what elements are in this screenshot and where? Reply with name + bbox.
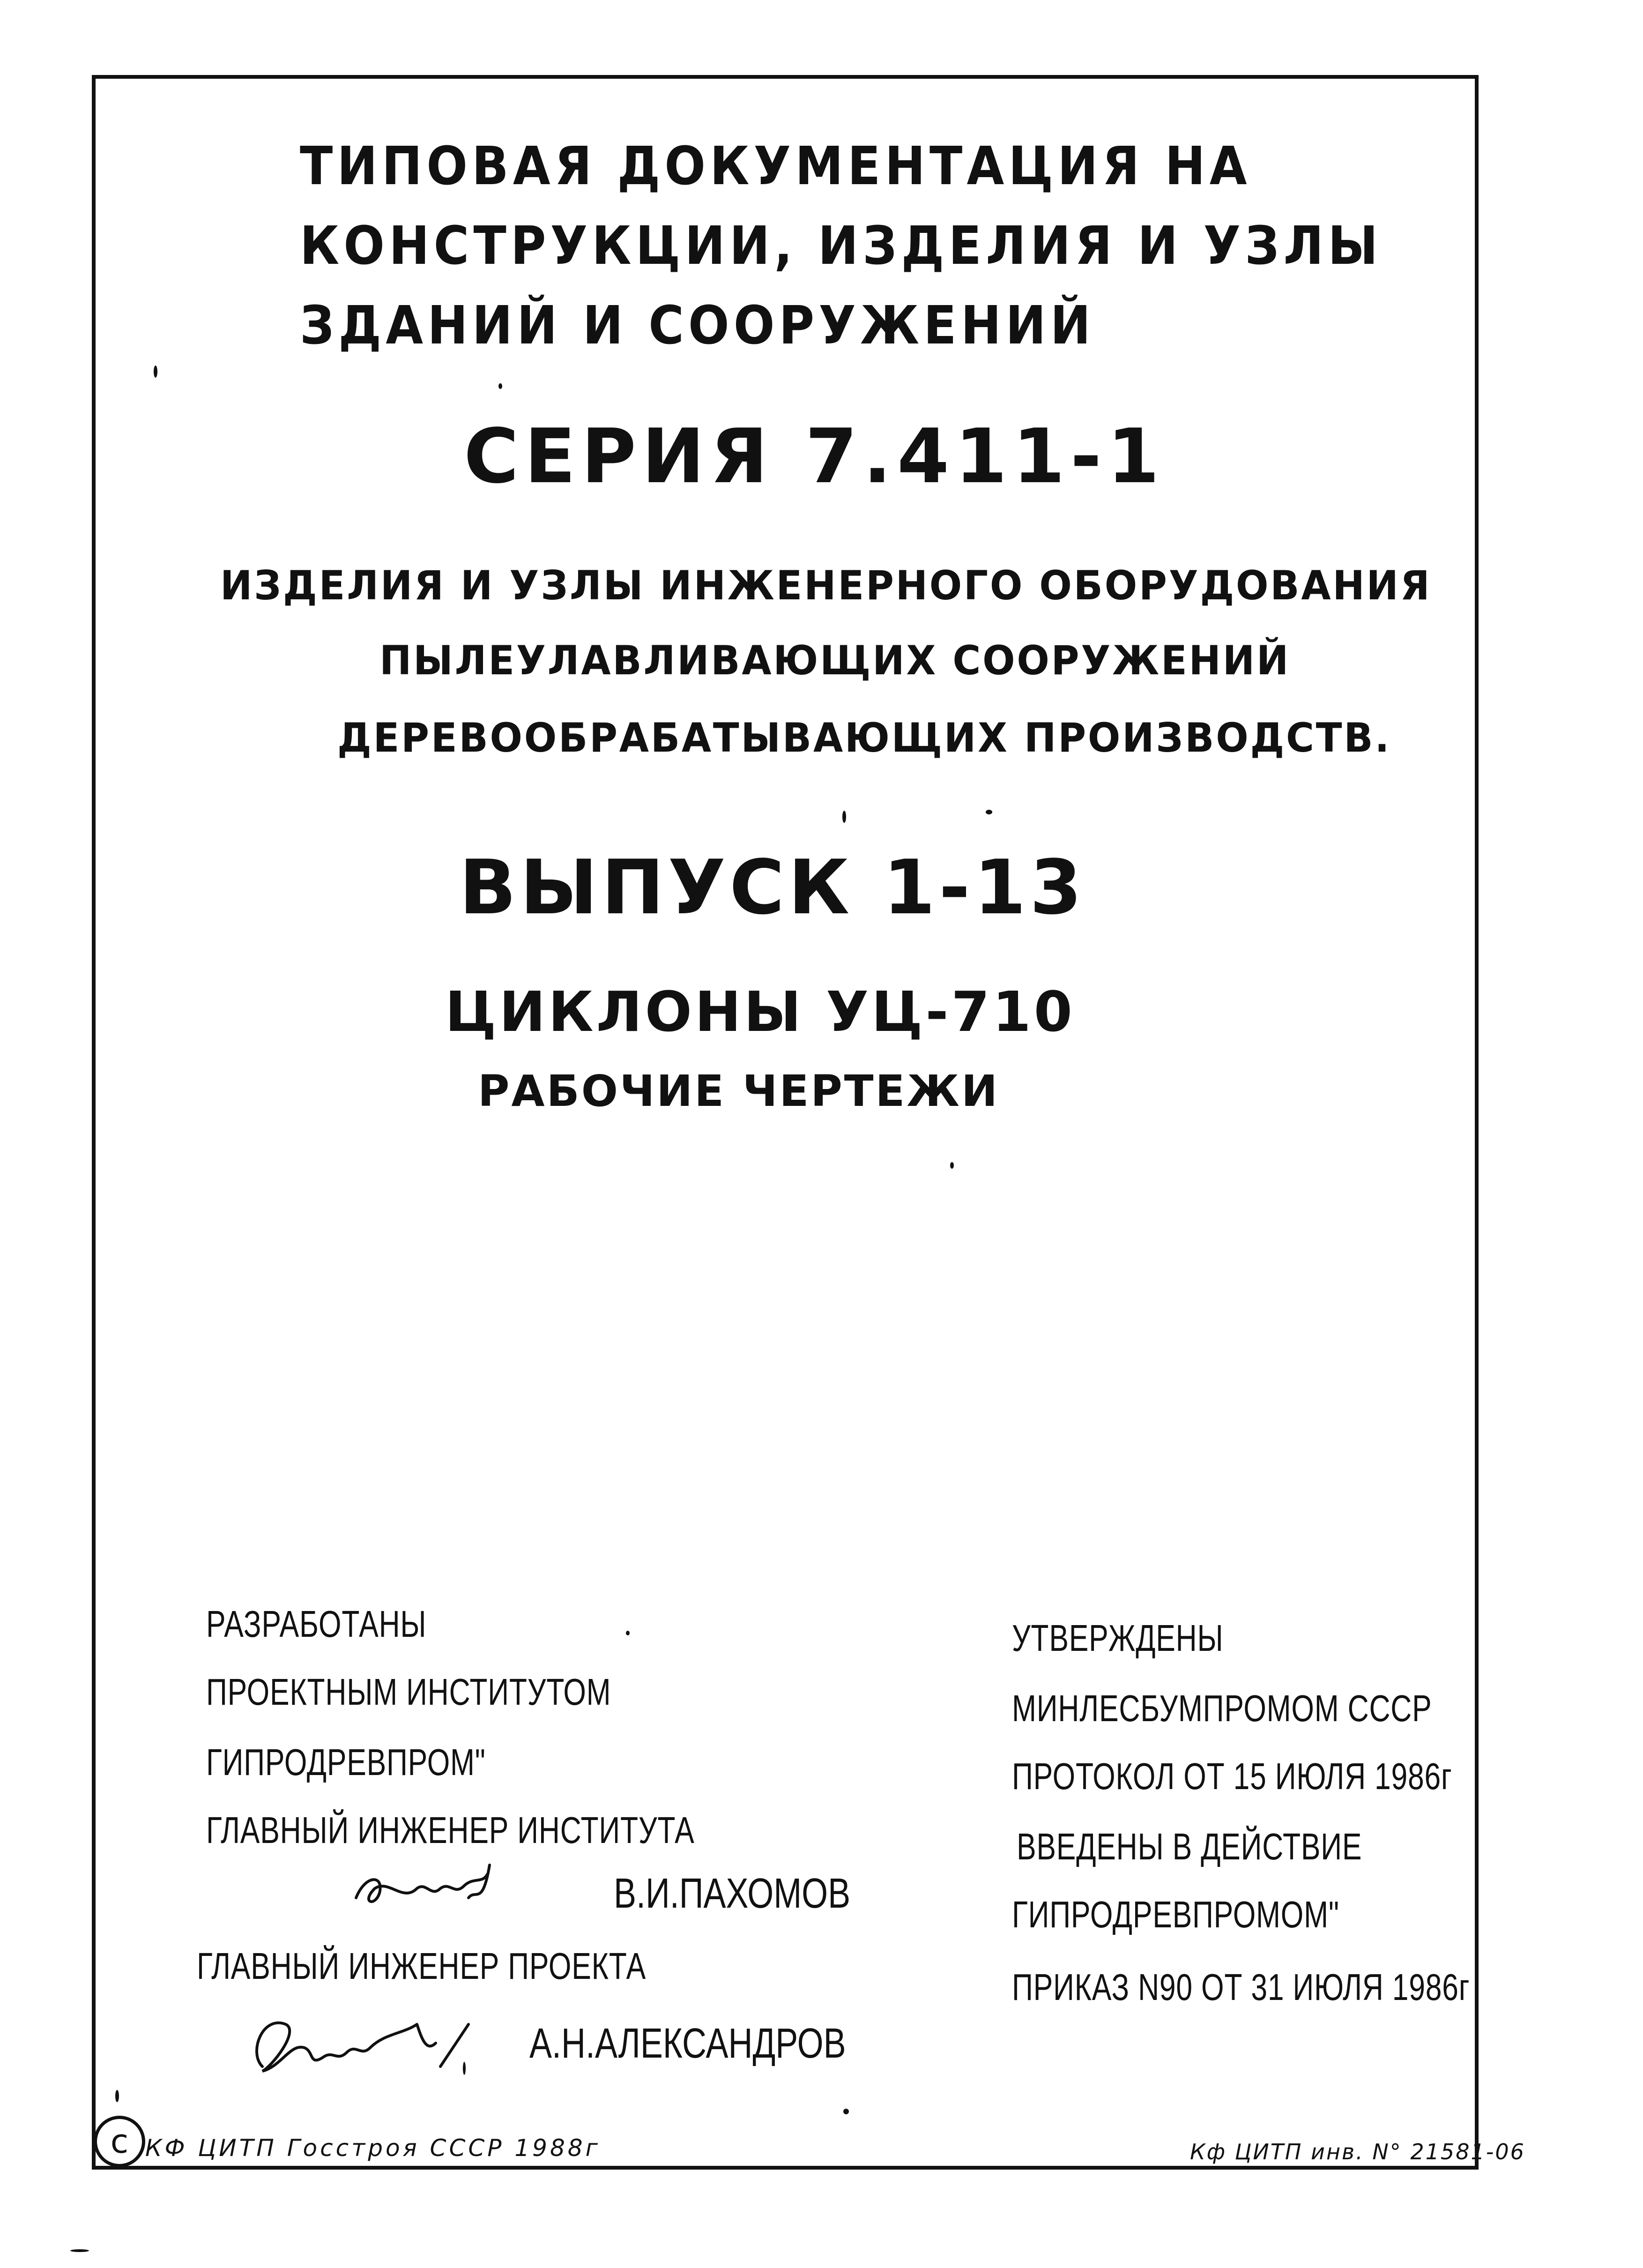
approved-by: МИНЛЕСБУМПРОМОМ СССР bbox=[1012, 1687, 1432, 1729]
project-engineer-title: ГЛАВНЫЙ ИНЖЕНЕР ПРОЕКТА bbox=[197, 1945, 646, 1987]
copyright-icon: c bbox=[94, 2116, 145, 2167]
subject-line-2: ПЫЛЕУЛАВЛИВАЮЩИХ СООРУЖЕНИЙ bbox=[379, 637, 1291, 684]
footer-publisher: КФ ЦИТП Госстроя СССР 1988г bbox=[145, 2134, 601, 2162]
enacted-label: ВВЕДЕНЫ В ДЕЙСТВИЕ bbox=[1017, 1826, 1362, 1867]
scan-speck bbox=[842, 811, 846, 823]
footer-inventory: Кф ЦИТП инв. N° 21581-06 bbox=[1190, 2139, 1525, 2164]
developed-label: РАЗРАБОТАНЫ bbox=[206, 1603, 427, 1645]
project-engineer-signature bbox=[234, 1996, 497, 2090]
developed-institute-name: ГИПРОДРЕВПРОМ" bbox=[206, 1741, 486, 1783]
approved-label: УТВЕРЖДЕНЫ bbox=[1012, 1617, 1224, 1659]
scan-speck bbox=[154, 366, 157, 378]
drawings-subtitle: РАБОЧИЕ ЧЕРТЕЖИ bbox=[478, 1066, 1000, 1116]
scan-speck bbox=[70, 2249, 89, 2252]
subject-line-3: ДЕРЕВООБРАБАТЫВАЮЩИХ ПРОИЗВОДСТВ. bbox=[337, 715, 1391, 761]
enacted-by: ГИПРОДРЕВПРОМОМ" bbox=[1012, 1894, 1339, 1935]
scan-speck bbox=[626, 1631, 630, 1635]
header-line-2: КОНСТРУКЦИИ, ИЗДЕЛИЯ И УЗЛЫ bbox=[300, 216, 1383, 276]
chief-engineer-title: ГЛАВНЫЙ ИНЖЕНЕР ИНСТИТУТА bbox=[206, 1809, 695, 1851]
chief-engineer-name: В.И.ПАХОМОВ bbox=[614, 1870, 851, 1917]
approved-protocol: ПРОТОКОЛ ОТ 15 ИЮЛЯ 1986г bbox=[1012, 1755, 1452, 1797]
scan-speck bbox=[115, 2090, 119, 2102]
enacted-order: ПРИКАЗ N90 ОТ 31 ИЮЛЯ 1986г bbox=[1012, 1966, 1470, 2008]
scan-speck bbox=[463, 2062, 466, 2075]
scan-speck bbox=[986, 810, 992, 814]
project-engineer-name: А.Н.АЛЕКСАНДРОВ bbox=[529, 2020, 846, 2067]
product-title: ЦИКЛОНЫ УЦ-710 bbox=[445, 979, 1075, 1044]
scan-speck bbox=[843, 2109, 849, 2114]
series-title: СЕРИЯ 7.411-1 bbox=[464, 412, 1165, 500]
scan-speck bbox=[498, 383, 502, 389]
chief-engineer-signature bbox=[347, 1856, 506, 1926]
issue-number: ВЫПУСК 1-13 bbox=[459, 843, 1086, 931]
subject-line-1: ИЗДЕЛИЯ И УЗЛЫ ИНЖЕНЕРНОГО ОБОРУДОВАНИЯ bbox=[220, 562, 1432, 609]
header-line-1: ТИПОВАЯ ДОКУМЕНТАЦИЯ НА bbox=[300, 136, 1251, 197]
header-line-3: ЗДАНИЙ И СООРУЖЕНИЙ bbox=[300, 295, 1095, 356]
developed-institute: ПРОЕКТНЫМ ИНСТИТУТОМ bbox=[206, 1671, 611, 1713]
scan-speck bbox=[950, 1162, 954, 1169]
